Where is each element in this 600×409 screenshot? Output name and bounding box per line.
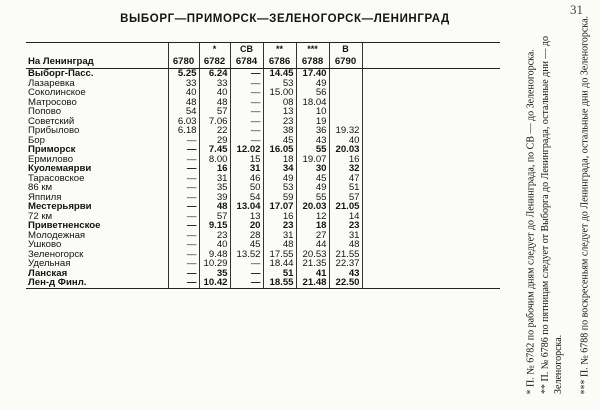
station-name: Ланская	[28, 268, 68, 278]
train-number: 6786	[263, 54, 296, 69]
departure-time: 41	[296, 269, 329, 279]
departure-time: 13	[230, 212, 263, 222]
station-name: Выборг-Пасс.	[28, 68, 94, 79]
departure-time: 28	[230, 231, 263, 241]
departure-time: 27	[296, 231, 329, 241]
departure-time: 55	[296, 193, 329, 203]
train-number: 6780	[168, 54, 199, 69]
departure-time: 17.40	[296, 69, 329, 79]
departure-time	[329, 98, 362, 108]
departure-time	[329, 117, 362, 127]
departure-time: 43	[296, 136, 329, 146]
departure-time: 29	[199, 136, 230, 146]
departure-time: 49	[296, 79, 329, 89]
departure-time: 6.24	[199, 69, 230, 79]
table-row	[26, 155, 500, 165]
blank-cell	[362, 79, 500, 89]
departure-time: 12	[296, 212, 329, 222]
departure-time: —	[230, 88, 263, 98]
table-row	[26, 117, 500, 127]
departure-time: 47	[329, 174, 362, 184]
table-row	[26, 269, 500, 279]
departure-time: 16.05	[263, 145, 296, 155]
departure-time: 23	[263, 221, 296, 231]
departure-time: 21.05	[329, 202, 362, 212]
departure-time: 38	[263, 126, 296, 136]
departure-time: 10.42	[199, 278, 230, 288]
blank-cell	[362, 221, 500, 231]
station-name: Молодежная	[28, 230, 86, 240]
departure-time: 30	[296, 164, 329, 174]
departure-time: 45	[230, 240, 263, 250]
departure-time: 14	[329, 212, 362, 222]
departure-time: 18.44	[263, 259, 296, 269]
table-row	[26, 250, 500, 260]
departure-time: 48	[329, 240, 362, 250]
departure-time: 20.53	[296, 250, 329, 260]
departure-time: 20	[230, 221, 263, 231]
table-row	[26, 174, 500, 184]
table-row	[26, 79, 500, 89]
station-name: Матросово	[28, 97, 77, 107]
station-name: Тарасовское	[28, 173, 85, 183]
departure-time: —	[168, 155, 199, 165]
route-title: ВЫБОРГ—ПРИМОРСК—ЗЕЛЕНОГОРСК—ЛЕНИНГРАД	[120, 13, 450, 25]
station-name: Попово	[28, 107, 62, 117]
train-number: 6784	[230, 54, 263, 69]
train-mark	[168, 43, 199, 55]
departure-time: —	[230, 136, 263, 146]
departure-time: 54	[230, 193, 263, 203]
blank-cell	[362, 269, 500, 279]
blank-cell	[362, 164, 500, 174]
blank-cell	[362, 250, 500, 260]
blank-cell	[362, 136, 500, 146]
blank-cell	[362, 278, 500, 288]
departure-time: 16	[329, 155, 362, 165]
departure-time: —	[168, 145, 199, 155]
departure-time: —	[168, 240, 199, 250]
departure-time: 33	[199, 79, 230, 89]
departure-time: 35	[199, 183, 230, 193]
departure-time: 9.15	[199, 221, 230, 231]
departure-time: 17.07	[263, 202, 296, 212]
departure-time: —	[168, 278, 199, 288]
departure-time: 43	[329, 269, 362, 279]
blank-cell	[362, 193, 500, 203]
departure-time: 50	[230, 183, 263, 193]
departure-time: 23	[199, 231, 230, 241]
departure-time: —	[168, 202, 199, 212]
train-marks-row	[26, 43, 500, 55]
train-mark: *	[199, 43, 230, 55]
departure-time: 48	[263, 240, 296, 250]
departure-time: 10.29	[199, 259, 230, 269]
blank-cell	[362, 240, 500, 250]
departure-time: —	[168, 193, 199, 203]
departure-time: 45	[296, 174, 329, 184]
station-name: Приветненское	[28, 221, 101, 231]
departure-time: —	[168, 212, 199, 222]
table-row	[26, 240, 500, 250]
departure-time: 20.03	[329, 145, 362, 155]
table-row	[26, 98, 500, 108]
departure-time: 23	[329, 221, 362, 231]
departure-time: 53	[263, 79, 296, 89]
departure-time: 21.55	[329, 250, 362, 260]
departure-time: 33	[168, 79, 199, 89]
departure-time: 40	[199, 88, 230, 98]
blank-cell	[362, 174, 500, 184]
station-name: Зеленогорск	[28, 249, 84, 259]
departure-time: 35	[199, 269, 230, 279]
blank-cell	[362, 126, 500, 136]
departure-time: —	[230, 126, 263, 136]
departure-time: —	[168, 174, 199, 184]
departure-time: 39	[199, 193, 230, 203]
footnotes	[504, 6, 594, 406]
departure-time: 6.03	[168, 117, 199, 127]
train-mark: **	[263, 43, 296, 55]
table-row	[26, 145, 500, 155]
departure-time: 8.00	[199, 155, 230, 165]
departure-time: 10	[296, 107, 329, 117]
departure-time: —	[230, 269, 263, 279]
departure-time: 48	[199, 98, 230, 108]
departure-time: —	[168, 183, 199, 193]
direction-label: На Ленинград	[26, 54, 168, 69]
blank-cell	[362, 98, 500, 108]
departure-time: —	[230, 278, 263, 288]
table-row	[26, 126, 500, 136]
departure-time: 20.03	[296, 202, 329, 212]
table-row	[26, 202, 500, 212]
blank-cell	[26, 43, 168, 55]
station-name: Прибылово	[28, 126, 80, 136]
table-row	[26, 88, 500, 98]
station-name: Удельная	[28, 259, 71, 269]
departure-time: 45	[263, 136, 296, 146]
departure-time: —	[230, 107, 263, 117]
departure-time: 7.45	[199, 145, 230, 155]
departure-time: 22	[199, 126, 230, 136]
departure-time: 54	[168, 107, 199, 117]
train-numbers-row	[26, 54, 500, 69]
timetable	[26, 42, 500, 289]
departure-time: 44	[296, 240, 329, 250]
table-row	[26, 221, 500, 231]
departure-time: 22.37	[329, 259, 362, 269]
departure-time: 18	[296, 221, 329, 231]
table-row	[26, 193, 500, 203]
blank-cell	[362, 107, 500, 117]
departure-time: 21.35	[296, 259, 329, 269]
departure-time: 56	[296, 88, 329, 98]
blank-cell	[362, 202, 500, 212]
departure-time: 48	[168, 98, 199, 108]
departure-time: 12.02	[230, 145, 263, 155]
departure-time: 40	[199, 240, 230, 250]
departure-time: —	[168, 250, 199, 260]
station-name: Лазаревка	[28, 78, 75, 88]
departure-time: 18	[263, 155, 296, 165]
departure-time	[329, 107, 362, 117]
train-number: 6788	[296, 54, 329, 69]
departure-time: 31	[329, 231, 362, 241]
departure-time: 17.55	[263, 250, 296, 260]
blank-cell	[362, 231, 500, 241]
train-mark: ***	[296, 43, 329, 55]
station-name: Соколинское	[28, 88, 86, 98]
table-row	[26, 183, 500, 193]
station-name: Ушково	[28, 240, 62, 250]
table-row	[26, 231, 500, 241]
station-name: Приморск	[28, 145, 76, 155]
train-mark: СВ	[230, 43, 263, 55]
departure-time: 21.48	[296, 278, 329, 288]
departure-time: 14.45	[263, 69, 296, 79]
departure-time: 34	[263, 164, 296, 174]
departure-time: 49	[263, 174, 296, 184]
station-name: Куолемаярви	[28, 164, 92, 174]
departure-time: 31	[199, 174, 230, 184]
footnote: * П. № 6782 по рабочим дням следует до Ленинграда, по СВ — до Зеленогорска.	[525, 48, 537, 394]
departure-time	[329, 88, 362, 98]
departure-time: 5.25	[168, 69, 199, 79]
station-name: Бор	[28, 135, 45, 145]
departure-time: 16	[263, 212, 296, 222]
timetable-body	[26, 69, 500, 289]
table-row	[26, 136, 500, 146]
table-row	[26, 278, 500, 288]
departure-time: —	[230, 259, 263, 269]
table-row	[26, 69, 500, 79]
departure-time: —	[168, 231, 199, 241]
departure-time: 46	[230, 174, 263, 184]
departure-time: 57	[199, 107, 230, 117]
station-name: Местерьярви	[28, 202, 92, 212]
table-row	[26, 107, 500, 117]
footnote: ** П. № 6786 по пятницам следует от Выборга до Ленинграда, остальные дни — до Зеленогорска.	[540, 35, 564, 394]
departure-time	[329, 79, 362, 89]
departure-time: 32	[329, 164, 362, 174]
blank-cell	[362, 88, 500, 98]
departure-time: 18.55	[263, 278, 296, 288]
departure-time: 55	[296, 145, 329, 155]
departure-time: —	[230, 117, 263, 127]
departure-time: 6.18	[168, 126, 199, 136]
train-mark: В	[329, 43, 362, 55]
departure-time: —	[230, 69, 263, 79]
blank-cell	[362, 117, 500, 127]
departure-time: 53	[263, 183, 296, 193]
departure-time: 57	[199, 212, 230, 222]
departure-time: 31	[230, 164, 263, 174]
station-name: Советский	[28, 116, 75, 126]
train-number: 6790	[329, 54, 362, 69]
departure-time: 57	[329, 193, 362, 203]
station-name: Лен-д Финл.	[26, 278, 168, 288]
departure-time: 7.06	[199, 117, 230, 127]
departure-time: 48	[199, 202, 230, 212]
station-name: Ермилово	[28, 154, 74, 164]
blank-cell	[362, 54, 500, 69]
departure-time	[329, 69, 362, 79]
departure-time: 19.32	[329, 126, 362, 136]
departure-time: 40	[168, 88, 199, 98]
station-name: 86 км	[28, 183, 53, 193]
table-row	[26, 164, 500, 174]
departure-time: —	[230, 79, 263, 89]
table-row	[26, 212, 500, 222]
departure-time: 31	[263, 231, 296, 241]
departure-time: 51	[263, 269, 296, 279]
departure-time: 18.04	[296, 98, 329, 108]
station-name: 72 км	[28, 211, 53, 221]
departure-time: 9.48	[199, 250, 230, 260]
blank-cell	[362, 145, 500, 155]
departure-time: 15.00	[263, 88, 296, 98]
blank-cell	[362, 43, 500, 55]
footnote: *** П. № 6788 по воскресеньям следует до Ленинграда, остальные дни до Зеленогорска.	[579, 15, 591, 394]
page-number: 31	[570, 2, 583, 17]
table-row	[26, 259, 500, 269]
departure-time: 19.07	[296, 155, 329, 165]
departure-time: 36	[296, 126, 329, 136]
departure-time: 13	[263, 107, 296, 117]
departure-time: —	[168, 136, 199, 146]
departure-time: 19	[296, 117, 329, 127]
departure-time: 08	[263, 98, 296, 108]
blank-cell	[362, 69, 500, 79]
departure-time: 16	[199, 164, 230, 174]
departure-time: —	[230, 98, 263, 108]
departure-time: 22.50	[329, 278, 362, 288]
departure-time: —	[168, 259, 199, 269]
blank-cell	[362, 183, 500, 193]
blank-cell	[362, 155, 500, 165]
departure-time: 40	[329, 136, 362, 146]
blank-cell	[362, 259, 500, 269]
train-number: 6782	[199, 54, 230, 69]
departure-time: 49	[296, 183, 329, 193]
departure-time: 13.52	[230, 250, 263, 260]
departure-time: —	[168, 269, 199, 279]
station-name: Яппиля	[28, 192, 62, 202]
departure-time: 59	[263, 193, 296, 203]
departure-time: 51	[329, 183, 362, 193]
departure-time: 23	[263, 117, 296, 127]
blank-cell	[362, 212, 500, 222]
departure-time: 15	[230, 155, 263, 165]
departure-time: —	[168, 221, 199, 231]
departure-time: —	[168, 164, 199, 174]
departure-time: 13.04	[230, 202, 263, 212]
